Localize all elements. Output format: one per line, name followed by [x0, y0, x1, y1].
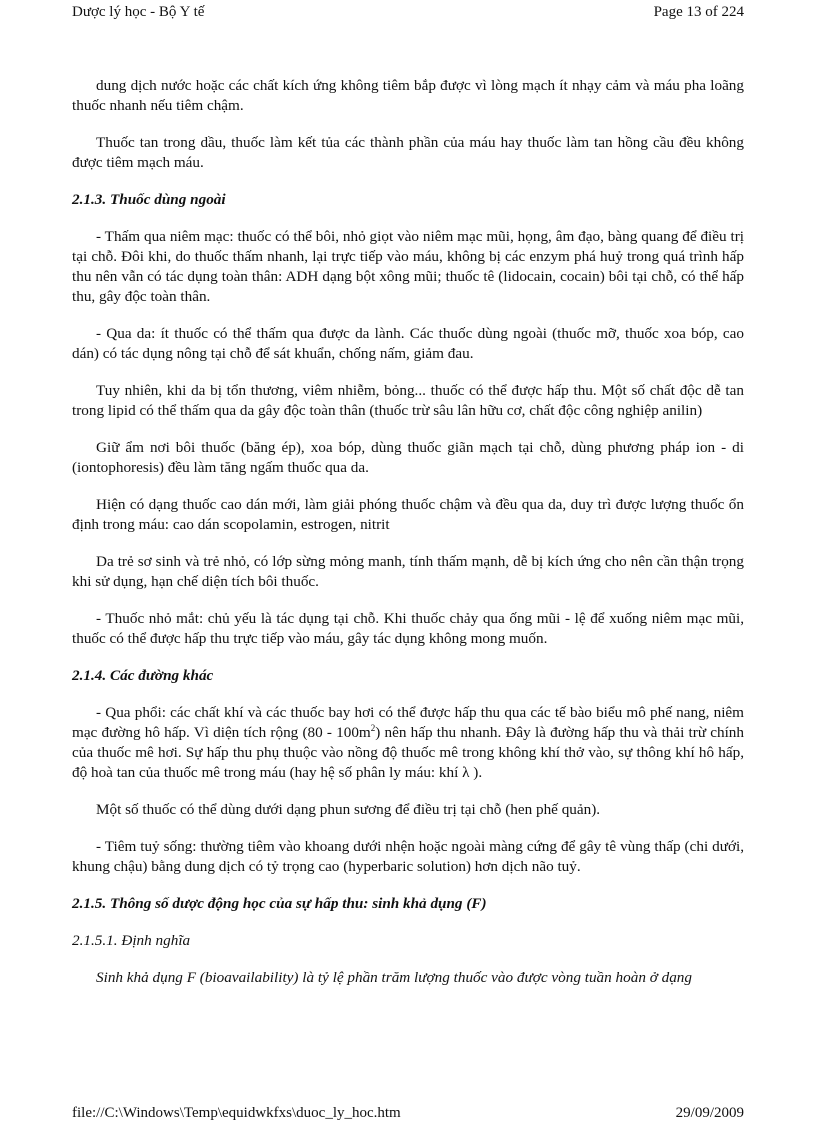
- paragraph: dung dịch nước hoặc các chất kích ứng không tiêm bắp được vì lòng mạch ít nhạy cảm và máu pha loãng thuốc nhanh nếu tiêm chậm.: [72, 77, 744, 114]
- page-number: Page 13 of 224: [653, 4, 744, 20]
- header-title: Dược lý học - Bộ Y tế: [72, 4, 205, 20]
- paragraph: Hiện có dạng thuốc cao dán mới, làm giải phóng thuốc chậm và đều qua da, duy trì được lượng thuốc ổn định trong máu: cao dán scopolamin, estrogen, nitrit: [72, 496, 744, 533]
- paragraph: Sinh khả dụng F (bioavailability) là tỷ lệ phần trăm lượng thuốc vào được vòng tuần hoàn ở dạng: [96, 969, 692, 986]
- paragraph: Giữ ẩm nơi bôi thuốc (băng ép), xoa bóp, dùng thuốc giãn mạch tại chỗ, dùng phương pháp ion - di (iontophoresis) đều làm tăng ngấm thuốc qua da.: [72, 439, 744, 476]
- paragraph: - Thuốc nhỏ mắt: chủ yếu là tác dụng tại chỗ. Khi thuốc chảy qua ống mũi - lệ để xuống niêm mạc mũi, thuốc có thể được hấp thu trực tiếp vào máu, gây tác dụng không mong muốn.: [72, 610, 744, 647]
- paragraph: [72, 703, 744, 783]
- paragraph: - Thấm qua niêm mạc: thuốc có thể bôi, nhỏ giọt vào niêm mạc mũi, họng, âm đạo, bàng quang để điều trị tại chỗ. Đôi khi, do thuốc thấm nhanh, lại trực tiếp vào máu, không bị các enzym phá huỷ trong quá trình hấp thu nên vẫn có tác dụng toàn thân: ADH dạng bột xông mũi; thuốc tê (lidocain, cocain) bôi tại chỗ, có thể hấp thu, gây độc toàn thân.: [72, 228, 744, 305]
- document-body: [72, 76, 744, 988]
- file-path: file://C:\Windows\Temp\equidwkfxs\duoc_ly_hoc.htm: [72, 1105, 401, 1121]
- subsection-heading: 2.1.5.1. Định nghĩa: [72, 932, 191, 949]
- paragraph: - Qua da: ít thuốc có thể thấm qua được da lành. Các thuốc dùng ngoài (thuốc mỡ, thuốc xoa bóp, cao dán) có tác dụng nông tại chỗ để sát khuẩn, chống nấm, giảm đau.: [72, 325, 744, 362]
- section-heading: 2.1.3. Thuốc dùng ngoài: [72, 191, 226, 208]
- paragraph-text: ) nên hấp thu nhanh. Đây là đường hấp thu và thải trừ chính của thuốc mê hơi. Sự hấp thu phụ thuộc vào nồng độ thuốc mê trong không khí thở vào, sự thông khí hô hấp, độ hoà tan của thuốc mê trong máu (hay hệ số phân ly máu: khí λ ).: [72, 724, 744, 781]
- superscript: 2: [370, 722, 376, 733]
- section-heading: 2.1.4. Các đường khác: [72, 667, 214, 684]
- section-heading: 2.1.5. Thông số dược động học của sự hấp thu: sinh khả dụng (F): [72, 895, 487, 912]
- paragraph: Một số thuốc có thể dùng dưới dạng phun sương để điều trị tại chỗ (hen phế quản).: [96, 801, 601, 818]
- paragraph-text: - Qua phổi: các chất khí và các thuốc bay hơi có thể được hấp thu qua các tế bào biểu mô phế nang, niêm mạc đường hô hấp. Vì diện tích rộng (80 - 100m: [72, 704, 744, 741]
- print-date: 29/09/2009: [675, 1105, 744, 1121]
- paragraph: - Tiêm tuỷ sống: thường tiêm vào khoang dưới nhện hoặc ngoài màng cứng để gây tê vùng thấp (chi dưới, khung chậu) bằng dung dịch có tỷ trọng cao (hyperbaric solution) hơn dịch não tuỷ.: [72, 838, 744, 875]
- paragraph: Thuốc tan trong dầu, thuốc làm kết tủa các thành phần của máu hay thuốc làm tan hồng cầu đều không được tiêm mạch máu.: [72, 134, 744, 171]
- paragraph: Da trẻ sơ sinh và trẻ nhỏ, có lớp sừng mỏng manh, tính thấm mạnh, dễ bị kích ứng cho nên cần thận trọng khi sử dụng, hạn chế diện tích bôi thuốc.: [72, 553, 744, 590]
- paragraph: Tuy nhiên, khi da bị tổn thương, viêm nhiễm, bỏng... thuốc có thể được hấp thu. Một số chất độc dễ tan trong lipid có thể thấm qua da gây độc toàn thân (thuốc trừ sâu lân hữu cơ, chất độc công nghiệp anilin): [72, 382, 744, 419]
